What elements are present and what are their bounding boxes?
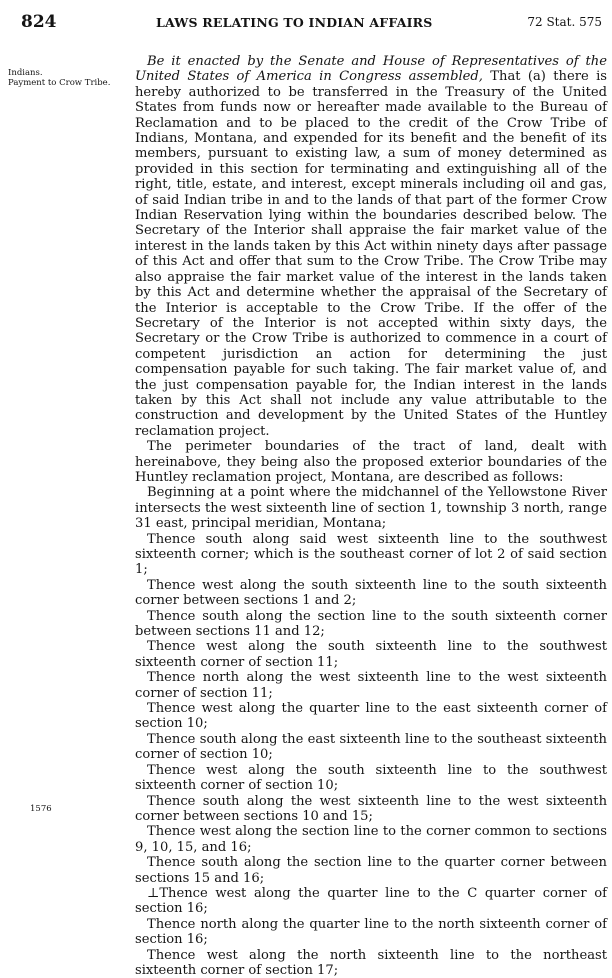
page-header — [0, 0, 612, 40]
paragraph-8: Thence north along the west sixteenth line to the west sixteenth corner of section 11; — [135, 670, 607, 701]
paragraph-9: Thence west along the quarter line to the east sixteenth corner of section 10; — [135, 701, 607, 732]
paragraph-16: Thence north along the quarter line to the north sixteenth corner of section 16; — [135, 916, 607, 948]
paragraph-4: Thence south along said west sixteenth line to the southwest sixteenth corner; which is the southeast corner of lot 2 of said section 1; — [135, 531, 607, 578]
margin-note-stat-ref: 1576 — [30, 804, 52, 814]
running-title: LAWS RELATING TO INDIAN AFFAIRS — [156, 15, 433, 30]
paragraph-3: Beginning at a point where the midchannel of the Yellowstone River intersects the west sixteenth line of section 1, township 3 north, range 31 east, principal meridian, Montana; — [135, 485, 607, 532]
paragraph-15: ⊥Thence west along the quarter line to the C quarter corner of section 16; — [135, 885, 607, 917]
paragraph-12: Thence south along the west sixteenth line to the west sixteenth corner between sections 10 and 15; — [135, 793, 607, 824]
paragraph-6: Thence south along the section line to the south sixteenth corner between sections 11 and 12; — [135, 608, 607, 640]
paragraph-13: Thence west along the section line to the corner common to sections 9, 10, 15, and 16; — [135, 824, 607, 855]
paragraph-7: Thence west along the south sixteenth line to the southwest sixteenth corner of section 11; — [135, 639, 607, 670]
margin-note-indians: Indians. Payment to Crow Tribe. — [8, 68, 111, 88]
paragraph-17: Thence west along the north sixteenth line to the northeast sixteenth corner of section 17; — [135, 947, 607, 978]
page-number: 824 — [21, 12, 57, 32]
paragraph-10: Thence south along the east sixteenth line to the southeast sixteenth corner of section 10; — [135, 731, 607, 763]
body-text — [135, 54, 607, 978]
section-a-text: That (a) there is hereby authorized to be transferred in the Treasury of the United States from funds now or hereafter made available to the Bureau of Reclamation and to be placed to the credit of the Crow Tribe of Indians, Montana, and expended for its benefit and the benefit of its members, pursuant to existing law, a sum of money determined as provided in this section for terminating and extinguishing all of the right, title, estate, and interest, except minerals including oil and gas, of said Indian tribe in and to the lands of that part of the former Crow Indian Reservation lying within the boundaries described below. The Secretary of the Interior shall appraise the fair market value of the interest in the lands taken by this Act within ninety days after passage of this Act and offer that sum to the Crow Tribe. The Crow Tribe may also appraise the fair market value of the interest in the lands taken by this Act and determine whether the appraisal of the Secretary of the Interior is acceptable to the Crow Tribe. If the offer of the Secretary of the Interior is not accepted within sixty days, the Secretary or the Crow Tribe is authorized to commence in a court of competent jurisdiction an action for determining the just compensation payable for such taking. The fair market value of, and the just compensation payable for, the Indian interest in the lands taken by this Act shall not include any value attributable to the construction and development by the United States of the Huntley reclamation project. — [135, 69, 607, 439]
paragraph-11: Thence west along the south sixteenth line to the southwest sixteenth corner of section 10; — [135, 762, 607, 794]
paragraph-14: Thence south along the section line to the quarter corner between sections 15 and 16; — [135, 855, 607, 886]
paragraph-2: The perimeter boundaries of the tract of land, dealt with hereinabove, they being also the proposed exterior boundaries of the Huntley reclamation project, Montana, are described as follows: — [135, 439, 607, 485]
enacting-clause: Be it enacted by the Senate and House of Representatives of the United States of America in Congress assembled, — [135, 54, 607, 85]
paragraph-5: Thence west along the south sixteenth line to the south sixteenth corner between sections 1 and 2; — [135, 577, 607, 609]
paragraph-1 — [135, 54, 607, 439]
stat-citation: 72 Stat. 575 — [527, 15, 602, 29]
